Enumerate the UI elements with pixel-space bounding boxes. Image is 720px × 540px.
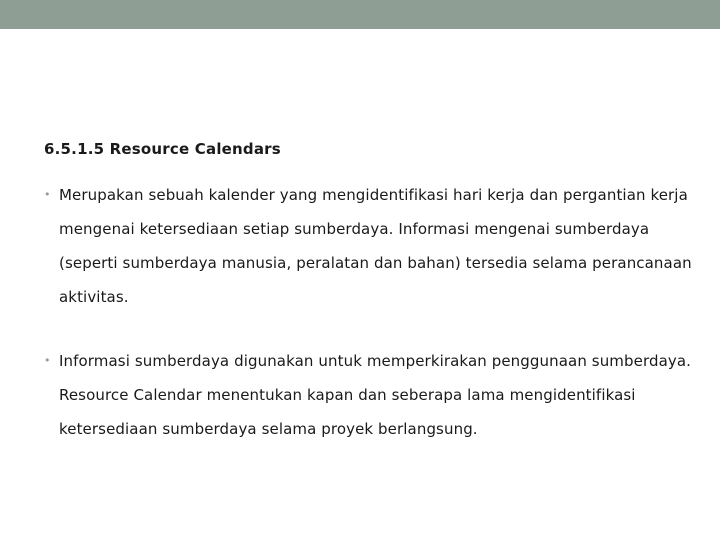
- top-band: [0, 0, 720, 29]
- bullet-item: [44, 178, 694, 314]
- bullet-text: Informasi sumberdaya digunakan untuk memperkirakan penggunaan sumberdaya. Resource Calendar menentukan kapan dan seberapa lama mengidentifikasi ketersediaan sumberdaya selama proyek berlangsung.: [59, 352, 692, 438]
- bullet-text: Merupakan sebuah kalender yang mengidentifikasi hari kerja dan pergantian kerja mengenai ketersediaan setiap sumberdaya. Informasi mengenai sumberdaya (seperti sumberdaya manusia, peralatan dan bahan) tersedia selama perancanaan aktivitas.: [59, 186, 692, 306]
- bullet-item: [44, 344, 694, 446]
- bullet-dot-icon: •: [44, 188, 51, 201]
- bullet-dot-icon: •: [44, 354, 51, 367]
- slide-heading: 6.5.1.5 Resource Calendars: [44, 140, 281, 158]
- slide-content: [44, 136, 694, 446]
